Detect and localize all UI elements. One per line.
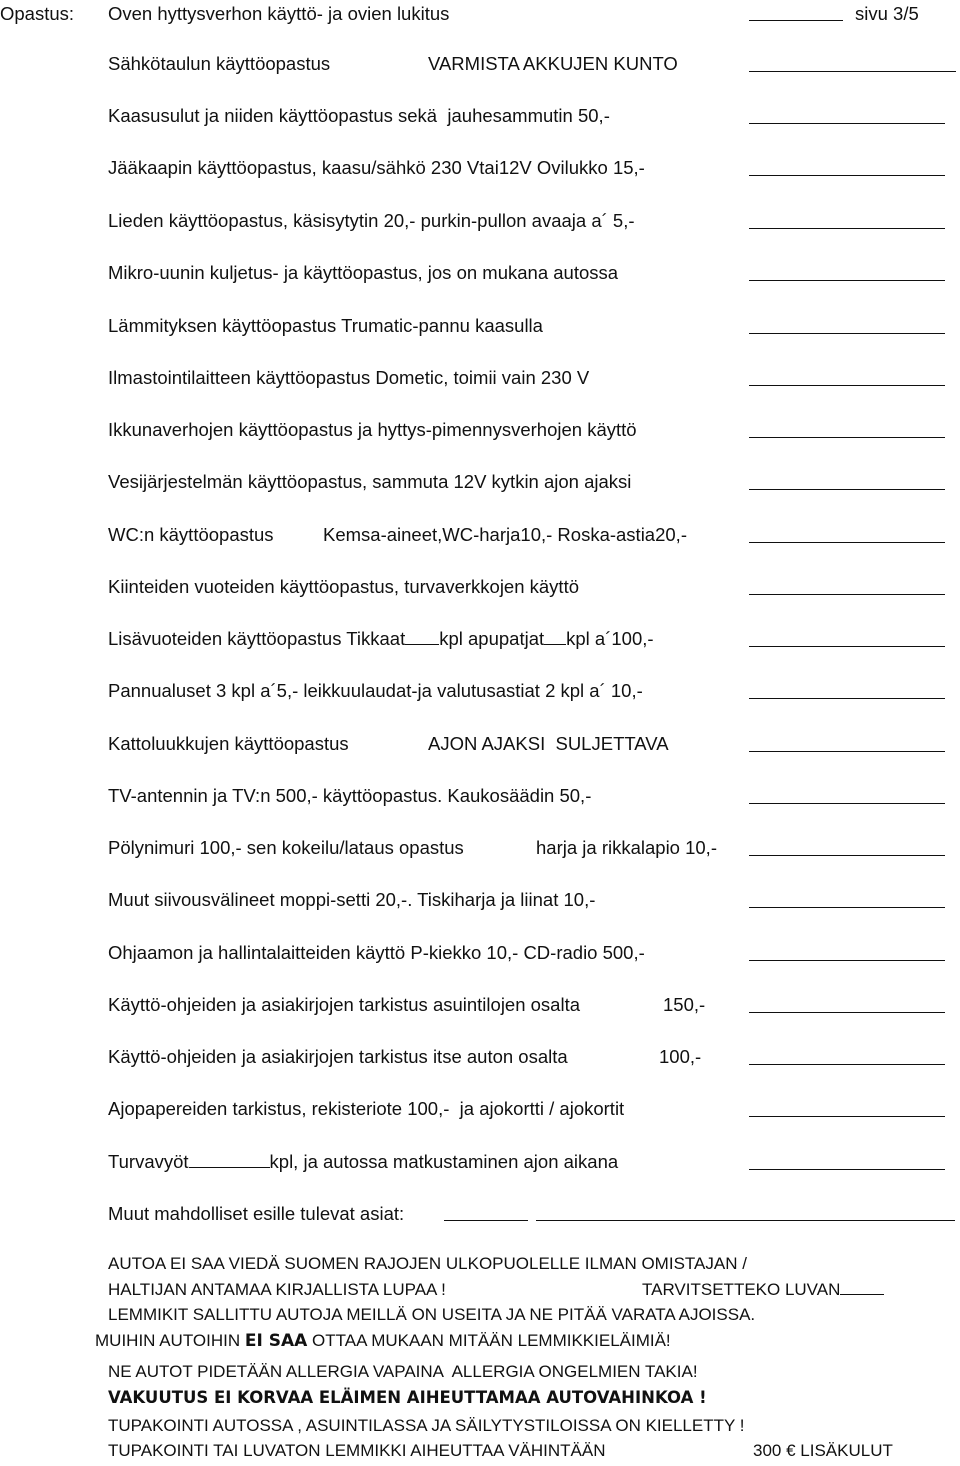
item-signature-line[interactable] bbox=[749, 698, 945, 699]
item-text: Vesijärjestelmän käyttöopastus, sammuta 12V kytkin ajon ajaksi bbox=[108, 471, 632, 492]
item-signature-line[interactable] bbox=[749, 280, 945, 281]
item-signature-line[interactable] bbox=[749, 333, 945, 334]
item-signature-line[interactable] bbox=[749, 542, 945, 543]
item-text: Jääkaapin käyttöopastus, kaasu/sähkö 230 Vtai12V Ovilukko 15,- bbox=[108, 157, 645, 178]
item-signature-line[interactable] bbox=[749, 385, 945, 386]
item-text: Kiinteiden vuoteiden käyttöopastus, turvaverkkojen käyttö bbox=[108, 576, 580, 597]
notice-line: TARVITSETTEKO LUVAN bbox=[642, 1279, 884, 1301]
item-text: WC:n käyttöopastus bbox=[108, 524, 274, 545]
item-text: Mikro-uunin kuljetus- ja käyttöopastus, jos on mukana autossa bbox=[108, 262, 619, 283]
notice-line: 300 € LISÄKULUT bbox=[753, 1441, 893, 1460]
item-signature-line[interactable] bbox=[749, 1116, 945, 1117]
item-text: Lämmityksen käyttöopastus Trumatic-pannu kaasulla bbox=[108, 315, 543, 336]
item-text: Muut mahdolliset esille tulevat asiat: bbox=[108, 1203, 405, 1224]
item-text: Turvavyöt kpl, ja autossa matkustaminen ajon aikana bbox=[108, 1151, 619, 1172]
page-number: sivu 3/5 bbox=[855, 3, 919, 24]
item-signature-line[interactable] bbox=[749, 437, 945, 438]
item-text: Pölynimuri 100,- sen kokeilu/lataus opastus bbox=[108, 837, 464, 858]
notes-line[interactable] bbox=[444, 1220, 528, 1221]
permission-blank[interactable] bbox=[840, 1280, 884, 1295]
item-price: 100,- bbox=[659, 1046, 702, 1067]
quantity-blank[interactable] bbox=[544, 628, 566, 645]
notice-line: TUPAKOINTI TAI LUVATON LEMMIKKI AIHEUTTAA VÄHINTÄÄN bbox=[108, 1441, 606, 1460]
item-signature-line[interactable] bbox=[749, 175, 945, 176]
item-signature-line[interactable] bbox=[749, 855, 945, 856]
emphasis-text: EI SAA bbox=[244, 1331, 308, 1351]
item-text: Ilmastointilaitteen käyttöopastus Dometic, toimii vain 230 V bbox=[108, 367, 590, 388]
item-signature-line[interactable] bbox=[749, 228, 945, 229]
item-signature-line[interactable] bbox=[749, 803, 945, 804]
item-text: Ohjaamon ja hallintalaitteiden käyttö P-kiekko 10,- CD-radio 500,- bbox=[108, 942, 645, 963]
notice-warning: VAKUUTUS EI KORVAA ELÄIMEN AIHEUTTAMAA AUTOVAHINKOA ! bbox=[108, 1388, 707, 1407]
item-signature-line[interactable] bbox=[749, 646, 945, 647]
quantity-blank[interactable] bbox=[189, 1151, 270, 1168]
item-text: Ikkunaverhojen käyttöopastus ja hyttys-pimennysverhojen käyttö bbox=[108, 419, 637, 440]
item-note: harja ja rikkalapio 10,- bbox=[536, 837, 717, 858]
item-signature-line[interactable] bbox=[749, 907, 945, 908]
item-text: Käyttö-ohjeiden ja asiakirjojen tarkistus asuintilojen osalta bbox=[108, 994, 581, 1015]
item-text: Sähkötaulun käyttöopastus bbox=[108, 53, 331, 74]
notice-line: TUPAKOINTI AUTOSSA , ASUINTILASSA JA SÄILYTYSTILOISSA ON KIELLETTY ! bbox=[108, 1416, 745, 1435]
item-signature-line[interactable] bbox=[749, 489, 945, 490]
item-text: Pannualuset 3 kpl a´5,- leikkuulaudat-ja valutusastiat 2 kpl a´ 10,- bbox=[108, 680, 643, 701]
notice-line: HALTIJAN ANTAMAA KIRJALLISTA LUPAA ! bbox=[108, 1280, 446, 1299]
item-text: Käyttö-ohjeiden ja asiakirjojen tarkistus itse auton osalta bbox=[108, 1046, 568, 1067]
item-note: VARMISTA AKKUJEN KUNTO bbox=[428, 53, 678, 74]
notice-line: NE AUTOT PIDETÄÄN ALLERGIA VAPAINA ALLERGIA ONGELMIEN TAKIA! bbox=[108, 1362, 698, 1381]
quantity-blank[interactable] bbox=[405, 628, 439, 645]
item-text: Muut siivousvälineet moppi-setti 20,-. Tiskiharja ja liinat 10,- bbox=[108, 889, 596, 910]
notice-line: LEMMIKIT SALLITTU AUTOJA MEILLÄ ON USEITA JA NE PITÄÄ VARATA AJOISSA. bbox=[108, 1305, 756, 1324]
item-text: Lisävuoteiden käyttöopastus Tikkaat kpl apupatjat kpl a´100,- bbox=[108, 628, 654, 649]
item-signature-line[interactable] bbox=[749, 594, 945, 595]
notes-line[interactable] bbox=[536, 1220, 955, 1221]
item-text: Ajopapereiden tarkistus, rekisteriote 100,- ja ajokortti / ajokortit bbox=[108, 1098, 625, 1119]
item-signature-line[interactable] bbox=[749, 123, 945, 124]
header-signature-line[interactable] bbox=[749, 20, 843, 21]
item-signature-line[interactable] bbox=[749, 71, 956, 72]
item-price: 150,- bbox=[663, 994, 706, 1015]
notice-line: AUTOA EI SAA VIEDÄ SUOMEN RAJOJEN ULKOPUOLELLE ILMAN OMISTAJAN / bbox=[108, 1254, 747, 1273]
item-signature-line[interactable] bbox=[749, 960, 945, 961]
item-text: Lieden käyttöopastus, käsisytytin 20,- purkin-pullon avaaja a´ 5,- bbox=[108, 210, 635, 231]
item-text: TV-antennin ja TV:n 500,- käyttöopastus. Kaukosäädin 50,- bbox=[108, 785, 592, 806]
page-title: Oven hyttysverhon käyttö- ja ovien lukitus bbox=[108, 3, 450, 24]
item-signature-line[interactable] bbox=[749, 751, 945, 752]
item-text: Kattoluukkujen käyttöopastus bbox=[108, 733, 349, 754]
notice-line: MUIHIN AUTOIHIN EI SAA OTTAA MUKAAN MITÄÄN LEMMIKKIELÄIMIÄ! bbox=[95, 1331, 671, 1351]
item-note: Kemsa-aineet,WC-harja10,- Roska-astia20,- bbox=[323, 524, 687, 545]
item-signature-line[interactable] bbox=[749, 1064, 945, 1065]
header-label: Opastus: bbox=[0, 3, 75, 24]
item-text: Kaasusulut ja niiden käyttöopastus sekä jauhesammutin 50,- bbox=[108, 105, 610, 126]
item-note: AJON AJAKSI SULJETTAVA bbox=[428, 733, 669, 754]
item-signature-line[interactable] bbox=[749, 1012, 945, 1013]
item-signature-line[interactable] bbox=[749, 1169, 945, 1170]
